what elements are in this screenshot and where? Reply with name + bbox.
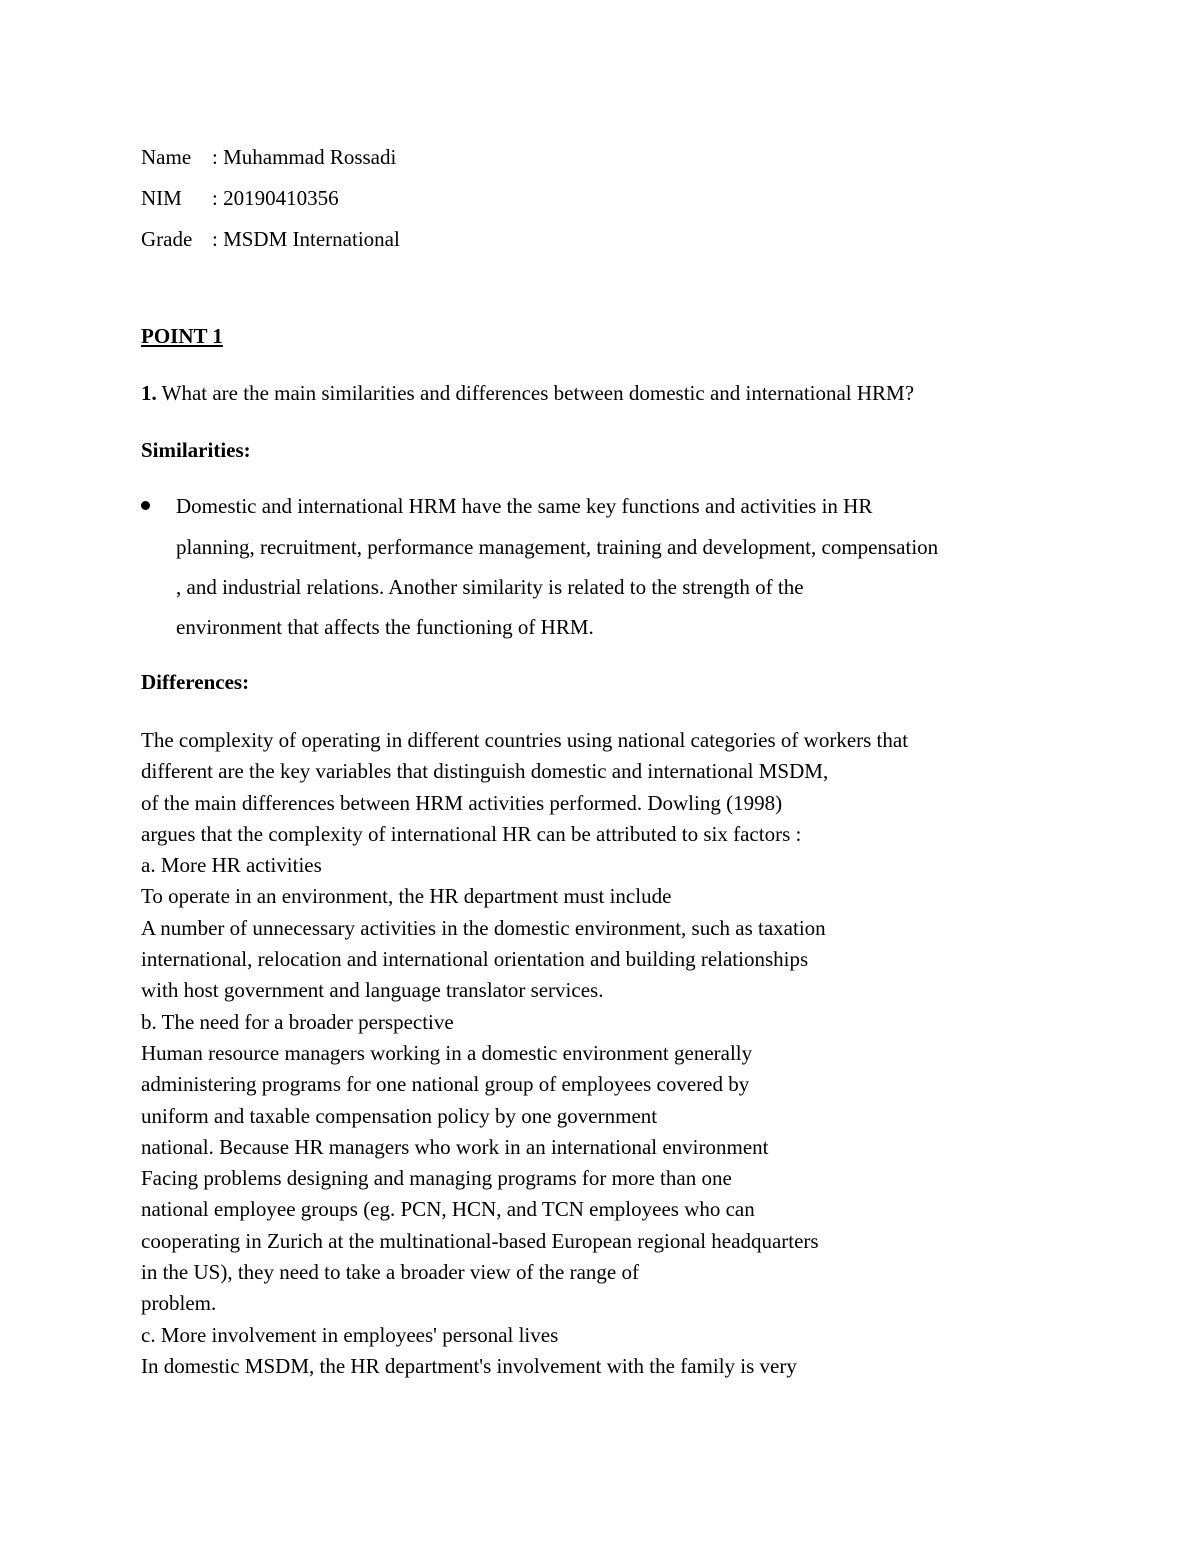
differences-body [141, 725, 908, 1382]
body-line: with host government and language translator services. [141, 978, 604, 1003]
body-line: In domestic MSDM, the HR department's involvement with the family is very [141, 1353, 797, 1378]
bullet-icon [141, 501, 150, 510]
body-line: The complexity of operating in different countries using national categories of workers that [141, 728, 909, 752]
body-line: different are the key variables that distinguish domestic and international MSDM, [141, 759, 829, 784]
question-text: What are the main similarities and differences between domestic and international HRM? [156, 381, 915, 405]
question [141, 380, 914, 406]
bullet-line: planning, recruitment, performance management, training and development, compensation [176, 535, 939, 559]
body-line: b. The need for a broader perspective [141, 1009, 454, 1034]
body-line: international, relocation and international orientation and building relationships [141, 947, 809, 972]
grade-label: Grade [141, 227, 193, 251]
question-number: 1. [141, 381, 157, 405]
body-line: cooperating in Zurich at the multinational-based European regional headquarters [141, 1228, 819, 1253]
name-label: Name [141, 145, 192, 169]
bullet-line: , and industrial relations. Another similarity is related to the strength of the [176, 575, 804, 599]
body-line: national. Because HR managers who work in an international environment [141, 1134, 769, 1159]
body-line: national employee groups (eg. PCN, HCN, and TCN employees who can [141, 1197, 755, 1222]
nim-label: NIM [141, 186, 182, 210]
bullet-line: environment that affects the functioning of HRM. [176, 615, 594, 639]
body-line: of the main differences between HRM activities performed. Dowling (1998) [141, 790, 783, 815]
body-line: Human resource managers working in a domestic environment generally [141, 1040, 753, 1065]
bullet-line: Domestic and international HRM have the same key functions and activities in HR [176, 494, 873, 518]
differences-heading: Differences: [141, 670, 250, 694]
body-line: in the US), they need to take a broader view of the range of [141, 1260, 639, 1285]
body-line: uniform and taxable compensation policy by one government [141, 1103, 658, 1128]
body-line: A number of unnecessary activities in the domestic environment, such as taxation [141, 915, 826, 940]
body-line: administering programs for one national group of employees covered by [141, 1072, 750, 1097]
nim-value: : 20190410356 [212, 186, 339, 210]
name-value: : Muhammad Rossadi [212, 145, 397, 169]
point-heading: POINT 1 [141, 324, 223, 348]
similarities-heading: Similarities: [141, 438, 251, 462]
body-line: argues that the complexity of international HR can be attributed to six factors : [141, 821, 802, 846]
grade-value: : MSDM International [212, 227, 400, 251]
body-line: To operate in an environment, the HR department must include [141, 884, 672, 909]
body-line: problem. [141, 1291, 217, 1316]
body-line: c. More involvement in employees' personal lives [141, 1322, 559, 1347]
body-line: a. More HR activities [141, 853, 322, 878]
body-line: Facing problems designing and managing programs for more than one [141, 1166, 732, 1191]
